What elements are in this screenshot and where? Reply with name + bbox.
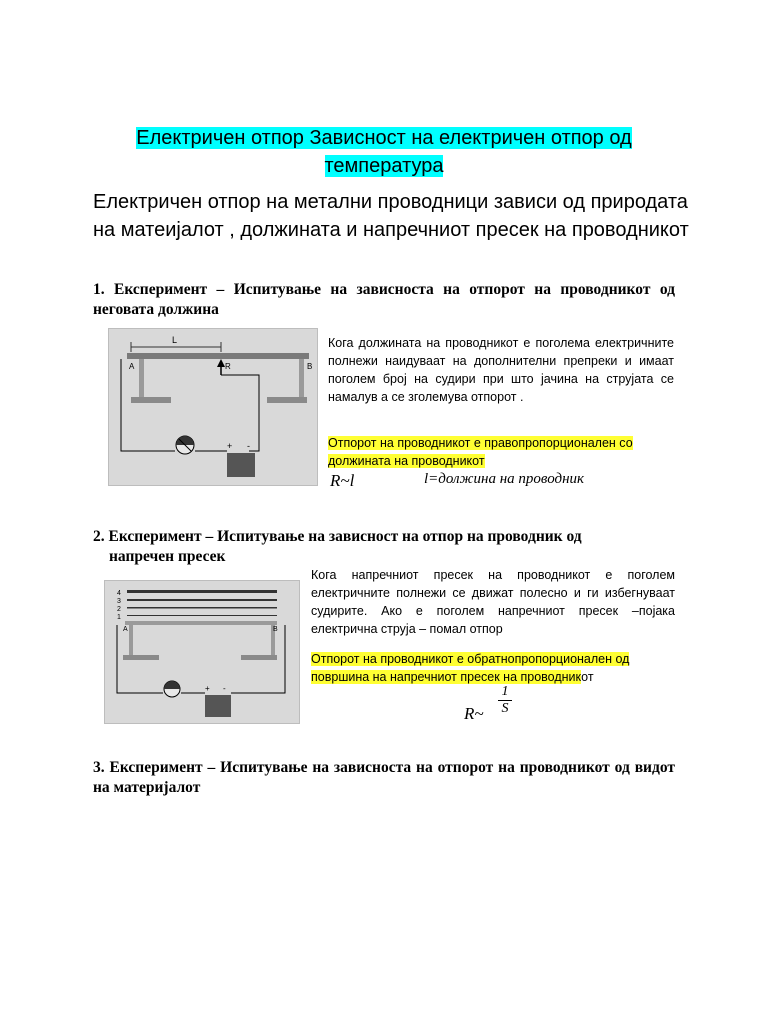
- circuit-wire-right: [221, 375, 259, 451]
- experiment2-figure: [104, 580, 300, 724]
- experiment2-highlight-tail: от: [581, 670, 594, 684]
- experiment1-formula-note: l=должина на проводник: [424, 471, 585, 487]
- battery-plus: +: [227, 441, 233, 451]
- wire-1: [127, 615, 277, 616]
- active-wire: [125, 621, 277, 625]
- ammeter-half: [164, 681, 180, 689]
- length-circuit-diagram: [109, 329, 317, 485]
- stand-base-left: [123, 655, 159, 660]
- wire2-label: 2: [117, 606, 121, 613]
- point-b-label: B: [273, 626, 278, 633]
- wire3-label: 3: [117, 598, 121, 605]
- circuit-wire-left: [121, 359, 175, 451]
- battery-minus: -: [247, 441, 250, 451]
- fraction-denominator: S: [501, 701, 509, 716]
- wire-4: [127, 590, 277, 593]
- battery: [205, 695, 231, 717]
- slider-arrow: [217, 359, 225, 367]
- stand-left: [139, 359, 144, 397]
- point-a-label: A: [129, 362, 135, 371]
- experiment1-formula: R~l: [330, 471, 355, 490]
- stand-right: [299, 359, 304, 397]
- experiment2-highlight-text: Отпорот на проводникот е обратнопропорционален од површина на напречниот пресек на проводник: [311, 652, 630, 684]
- point-b-label: B: [307, 362, 313, 371]
- battery: [227, 453, 255, 477]
- point-a-label: A: [123, 626, 128, 633]
- experiment1-heading: 1. Експеримент – Испитување на зависноста на отпорот на проводникот од неговата должина: [93, 281, 675, 318]
- experiment1-highlight: [328, 434, 674, 470]
- stand-base-right: [241, 655, 277, 660]
- wire1-label: 1: [117, 614, 121, 621]
- experiment2-heading: [93, 527, 675, 567]
- slider-r-label: R: [225, 362, 231, 371]
- experiment2-formula-fraction: [498, 684, 512, 717]
- experiment1-figure: [108, 328, 318, 486]
- wire-3: [127, 599, 277, 601]
- experiment1-highlight-text: Отпорот на проводникот е правопропорционален со должината на проводникот: [328, 436, 633, 468]
- battery-plus: +: [205, 684, 210, 693]
- experiment3-heading: 3. Експеримент – Испитување на зависноста на отпорот на проводникот од видот на материјалот: [93, 759, 675, 796]
- wire-2: [127, 607, 277, 609]
- ammeter-half: [176, 436, 194, 445]
- page-title: [90, 124, 678, 180]
- experiment2-formula-prefix: R~: [464, 704, 484, 723]
- stand-left: [129, 625, 133, 655]
- experiment2-heading-line1: 2. Експеримент – Испитување на зависност на отпор на проводник од: [93, 528, 582, 545]
- wire4-label: 4: [117, 590, 121, 597]
- fraction-numerator: 1: [498, 684, 512, 701]
- experiment1-description: Кога должината на проводникот е поголема електричните полнежи наидуваат на дополнителни препреки и имаат поголем број на судири при што јачина на струјата се намалув а се зголемува отпорот .: [328, 336, 674, 404]
- experiment2-description: Кога напречниот пресек на проводникот е поголем електричните полнежи се движат полесно и ги избегнуваат судирите. Ако е поголем напречниот пресек –појака електрична струја – помал отпор: [311, 568, 675, 636]
- battery-minus: -: [223, 684, 226, 693]
- cross-section-circuit-diagram: [105, 581, 299, 723]
- intro-paragraph: Електричен отпор на метални проводници зависи од природата на матеијалот , должината и напречниот пресек на проводникот: [93, 191, 689, 241]
- experiment2-highlight: [311, 650, 675, 686]
- length-label: L: [172, 335, 178, 345]
- wire-bar: [127, 353, 309, 359]
- experiment2-heading-line2: напречен пресек: [109, 548, 226, 565]
- stand-base-right: [267, 397, 307, 403]
- stand-base-left: [131, 397, 171, 403]
- page-title-text: Електричен отпор Зависност на електричен отпор од температура: [136, 127, 632, 177]
